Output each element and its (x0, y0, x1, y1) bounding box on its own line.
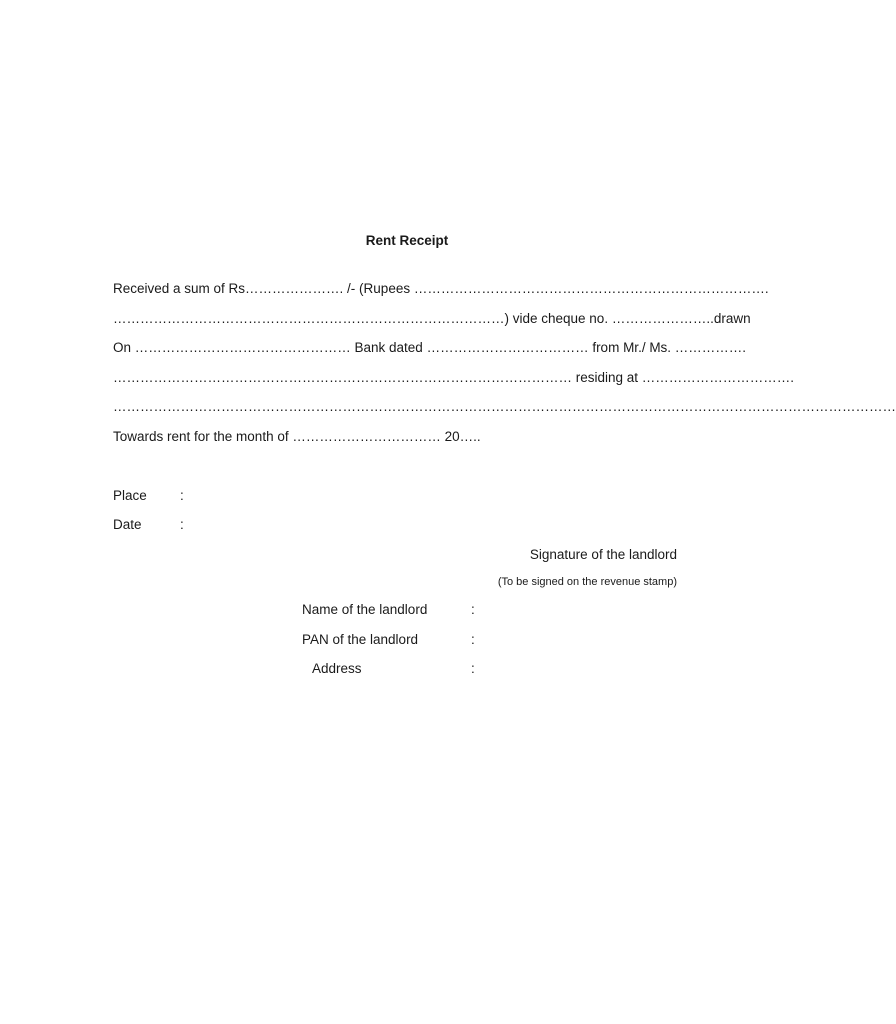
receipt-line-residence (113, 370, 794, 385)
date-colon: : (180, 517, 184, 532)
signature-label: Signature of the landlord (529, 547, 677, 562)
receipt-line-amount (113, 281, 769, 296)
receipt-line-cheque (113, 311, 751, 326)
place-label: Place (113, 488, 147, 503)
landlord-name-label: Name of the landlord (302, 602, 428, 617)
receipt-line-bank (113, 340, 746, 355)
receipt-line-amount-text: Received a sum of Rs…………………. /- (Rupees ……………………………………………………………………. (113, 281, 769, 296)
receipt-line-bank-text: On ………………………………………… Bank dated ……………………………… from Mr./ Ms. ……………. (113, 340, 747, 355)
landlord-pan-label: PAN of the landlord (302, 632, 419, 647)
receipt-line-cheque-text: ……………………………………………………………………………) vide cheque no. …………………..drawn (113, 311, 751, 326)
signature-note: (To be signed on the revenue stamp) (497, 576, 677, 588)
landlord-name-colon: : (471, 602, 475, 617)
receipt-line-blank (113, 399, 896, 414)
receipt-line-blank-text: ………………………………………………………………………………………………………………………………………………………… (113, 399, 896, 414)
receipt-line-month (113, 429, 481, 444)
landlord-pan-colon: : (471, 632, 475, 647)
landlord-address-colon: : (471, 661, 475, 676)
landlord-address-label: Address (312, 661, 362, 676)
place-colon: : (180, 488, 184, 503)
date-label: Date (113, 517, 142, 532)
document-title: Rent Receipt (365, 233, 449, 248)
receipt-line-month-text: Towards rent for the month of …………………………… 20….. (113, 429, 481, 444)
receipt-line-residence-text: ………………………………………………………………………………………… residing at ……………………………. (113, 370, 795, 385)
